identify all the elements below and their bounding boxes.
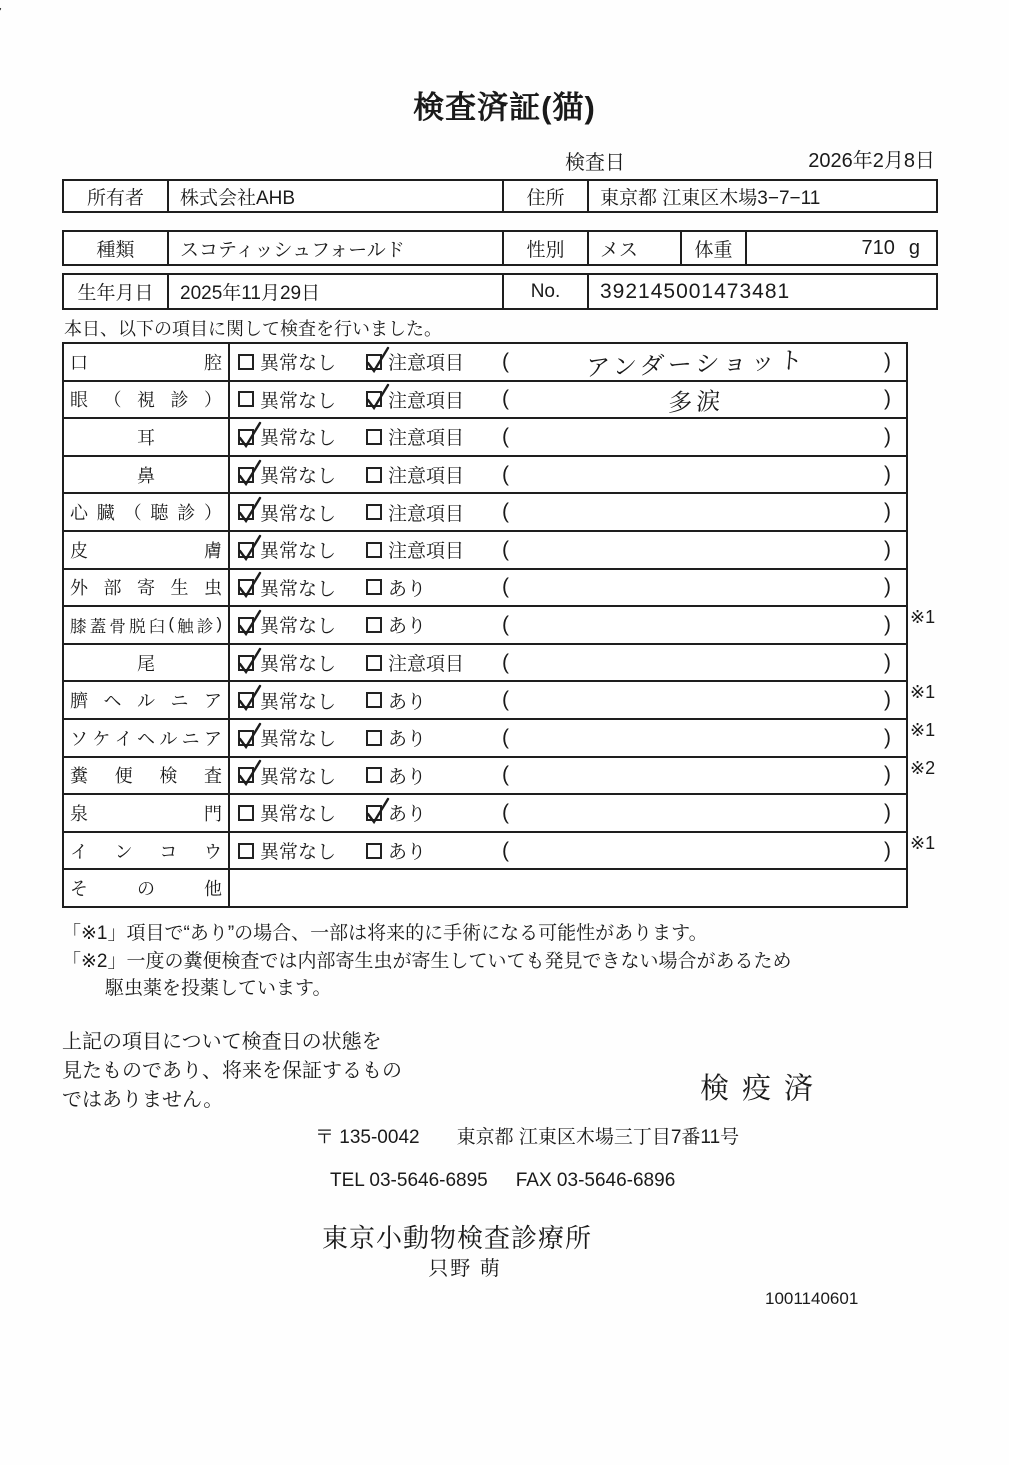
checkbox-attention [366,617,382,633]
handwritten-note: アンダーショット [584,347,808,383]
checklist-item-label [64,570,230,606]
checklist-row [64,868,906,906]
reference-mark: ※1 [910,607,936,628]
option-no-abnormality-label: 異常なし [260,503,337,525]
label-char: 寄 [137,578,155,599]
label-char: 門 [204,803,222,824]
label-char: 眼 [70,390,88,411]
address-label: 住所 [502,181,587,211]
label-char: ) [216,615,222,634]
handwritten-checkmark-icon [237,532,263,566]
breed-value: スコティッシュフォールド [167,232,502,264]
paren-close: ) [884,763,891,787]
checkbox-attention [366,542,382,558]
checklist-row-content [230,645,906,681]
reference-mark: ※1 [910,832,936,853]
handwritten-note [509,844,884,857]
checklist-item-label [64,532,230,568]
disclaimer-text [62,1028,402,1115]
handwritten-note [509,506,884,519]
label-char: ア [203,728,222,749]
option-attention-label: あり [388,766,427,788]
handwritten-checkmark-icon [237,607,263,641]
weight-unit: g [908,236,920,259]
paren-open: ( [502,650,509,674]
checklist-row-content [230,570,906,606]
checkbox-no-abnormality [238,429,254,445]
label-char: 生 [170,578,189,599]
disclaimer-line-2: 見たものであり、将来を保証するもの [62,1060,402,1082]
paren-open: ( [502,500,509,524]
label-char: 心 [70,503,88,524]
option-no-abnormality-label: 異常なし [260,654,337,676]
label-char: ル [137,691,155,712]
disclaimer-line-3: ではありません。 [62,1089,224,1111]
handwritten-checkmark-icon [365,344,391,378]
checkbox-no-abnormality [238,391,254,407]
checklist-item-label [64,607,230,643]
handwritten-checkmark-icon [365,381,391,415]
option-attention-label: あり [388,578,427,600]
handwritten-note [509,769,884,782]
checkbox-no-abnormality [238,542,254,558]
handwritten-checkmark-icon [237,757,263,791]
checkbox-attention [366,692,382,708]
option-no-abnormality-label: 異常なし [260,578,337,600]
label-char: イ [114,728,133,749]
label-char: 査 [203,766,222,787]
handwritten-note [509,430,884,443]
quarantine-passed-stamp: 検疫済 [700,1073,827,1105]
paren-close: ) [884,612,891,636]
label-char: 蓋 [89,617,107,636]
checklist-row [64,417,906,455]
paren-open: ( [502,838,509,862]
intro-sentence: 本日、以下の項目に関して検査を行いました。 [64,319,442,339]
checklist-item-label [64,457,230,493]
paren-open: ( [502,800,509,824]
label-char: コ [159,841,178,862]
option-no-abnormality-label: 異常なし [260,390,337,412]
checkbox-no-abnormality [238,692,254,708]
checkbox-no-abnormality [238,354,254,370]
handwritten-checkmark-icon [237,720,263,754]
document-serial-number: 1001140601 [765,1289,859,1308]
examination-checklist-table [62,342,936,908]
checklist-item-label [64,795,230,831]
checkbox-attention [366,655,382,671]
owner-name: 株式会社AHB [167,181,502,211]
paren-close: ) [884,650,891,674]
handwritten-note [509,656,884,669]
checklist-row [64,718,936,756]
breed-label: 種類 [96,239,135,261]
weight-cell [745,232,936,264]
paren-close: ) [884,424,891,448]
label-char: 視 [137,390,155,411]
footnote-2: 「※2」一度の糞便検査では内部寄生虫が寄生していても発見できない場合があるため [62,951,792,972]
checkbox-no-abnormality [238,579,254,595]
label-char: 診 [170,390,189,411]
label-char: 鼻 [137,465,155,486]
checkbox-no-abnormality [238,467,254,483]
option-no-abnormality-label: 異常なし [260,541,337,563]
label-char: ヘ [136,728,155,749]
handwritten-checkmark-icon [365,795,391,829]
handwritten-note: 多涙 [667,387,726,417]
checklist-row-content [230,607,906,643]
option-no-abnormality-label: 異常なし [260,466,337,488]
checkbox-no-abnormality [238,504,254,520]
option-attention-label: 注意項目 [388,466,465,488]
checkbox-no-abnormality [238,767,254,783]
checklist-item-label [64,833,230,869]
option-no-abnormality-label: 異常なし [260,729,337,751]
checklist-row-content [230,532,906,568]
label-char: 腔 [204,352,222,373]
label-char: 耳 [137,427,155,448]
checklist-item-label [64,720,230,756]
paren-open: ( [502,612,509,636]
checkbox-attention [366,843,382,859]
label-char: 脱 [129,617,146,636]
footnote-1: 「※1」項目で“あり”の場合、一部は将来的に手術になる可能性があります。 [62,923,708,944]
handwritten-checkmark-icon [237,645,263,679]
paren-open: ( [502,575,509,599]
reference-mark: ※2 [910,757,936,778]
label-char: 糞 [70,766,88,787]
option-no-abnormality-label: 異常なし [260,804,337,826]
checkbox-attention [366,354,382,370]
handwritten-note [509,581,884,594]
birthdate-label: 生年月日 [77,283,154,304]
label-char: 聴 [150,503,169,524]
label-char: イ [70,841,88,862]
option-no-abnormality-label: 異常なし [260,691,337,713]
paren-open: ( [502,349,509,373]
paren-close: ) [884,349,891,373]
handwritten-note [509,543,884,556]
checklist-row [64,455,906,493]
handwritten-checkmark-icon [237,682,263,716]
label-char: そ [70,879,88,900]
label-char: 診 [177,503,196,524]
label-char: ( [168,615,174,634]
label-char: ケ [92,728,111,749]
label-char: ウ [203,841,222,862]
handwritten-note [509,618,884,631]
label-char: ヘ [103,691,122,712]
checkbox-attention [366,504,382,520]
checklist-row-content [230,494,906,530]
label-char: の [137,879,155,900]
pet-info-table [62,230,938,266]
reference-mark: ※1 [910,682,936,703]
checklist-row-content [230,720,906,756]
checklist-item-label [64,494,230,530]
option-attention-label: 注意項目 [388,541,465,563]
label-char: ） [204,390,222,411]
page-title: 検査済証(猫) [413,90,596,125]
label-char: 臓 [96,503,115,524]
birthdate-table [62,273,938,310]
owner-label: 所有者 [86,187,144,209]
label-char: 外 [70,578,88,599]
paren-close: ) [884,500,891,524]
option-no-abnormality-label: 異常なし [260,842,337,864]
weight-label: 体重 [680,232,745,264]
handwritten-checkmark-icon [237,494,263,528]
weight-value: 710 [861,236,895,259]
checklist-row [64,530,906,568]
paren-open: ( [502,537,509,561]
checkbox-no-abnormality [238,805,254,821]
checklist-row [64,605,936,643]
label-char: 便 [114,766,133,787]
paren-open: ( [502,424,509,448]
checklist-row [64,680,936,718]
option-attention-label: あり [388,842,427,864]
option-no-abnormality-label: 異常なし [260,353,337,375]
paren-open: ( [502,688,509,712]
checklist-item-label [64,344,230,380]
option-attention-label: 注意項目 [388,353,465,375]
disclaimer-line-1: 上記の項目について検査日の状態を [62,1031,382,1053]
label-char: 触 [177,617,194,636]
clinic-name: 東京小動物検査診療所 [322,1223,593,1253]
label-char: 骨 [109,617,126,636]
label-char: ニ [170,691,189,712]
clinic-phone-line [330,1170,675,1192]
label-char: 虫 [204,578,222,599]
label-char: 泉 [70,803,88,824]
checkbox-attention [366,467,382,483]
handwritten-checkmark-icon [237,419,263,453]
paren-open: ( [502,725,509,749]
paren-close: ) [884,725,891,749]
checklist-row-content [230,344,906,383]
checkbox-no-abnormality [238,730,254,746]
clinic-street-address: 東京都 江東区木場三丁目7番11号 [456,1127,740,1148]
checklist-row [64,492,906,530]
checkbox-attention [366,730,382,746]
registration-no-value: 392145001473481 [587,275,936,308]
option-no-abnormality-label: 異常なし [260,766,337,788]
label-char: ） [203,503,222,524]
checkbox-no-abnormality [238,617,254,633]
label-char: 尾 [137,653,155,674]
address-value: 東京都 江東区木場3−7−11 [587,181,936,211]
option-no-abnormality-label: 異常なし [260,616,337,638]
label-char: 膝 [70,617,87,636]
option-attention-label: あり [388,804,427,826]
label-char: 臍 [70,691,88,712]
reference-mark: ※1 [910,719,936,740]
paren-close: ) [884,462,891,486]
label-char: 臼 [148,617,166,636]
checkbox-attention [366,391,382,407]
checklist-row [64,793,906,831]
handwritten-checkmark-icon [237,457,263,491]
postal-code: 〒 135-0042 [315,1127,420,1148]
checkbox-attention [366,579,382,595]
paren-close: ) [884,838,891,862]
owner-table [62,179,938,213]
paren-open: ( [502,763,509,787]
option-attention-label: 注意項目 [388,503,465,525]
clinic-address-line [315,1122,739,1149]
registration-no-label: No. [502,275,587,308]
paren-close: ) [884,575,891,599]
checklist-row [64,380,906,418]
checklist-item-label [64,645,230,681]
paren-close: ) [884,537,891,561]
label-char: 膚 [204,540,222,561]
sex-label: 性別 [502,232,587,264]
checkbox-attention [366,429,382,445]
label-char: 皮 [70,540,88,561]
label-char: （ [123,503,142,524]
option-no-abnormality-label: 異常なし [260,428,337,450]
checklist-item-label [64,870,230,906]
label-char: ソ [70,728,88,749]
option-attention-label: あり [388,616,427,638]
checklist-row-content [230,833,906,869]
handwritten-checkmark-icon [237,569,263,603]
handwritten-note [509,468,884,481]
inspection-date-value: 2026年2月8日 [808,150,935,172]
option-attention-label: 注意項目 [388,390,465,412]
checklist-item-label [64,682,230,718]
checklist-item-label [64,419,230,455]
label-char: 検 [159,766,178,787]
label-char: ン [114,841,133,862]
handwritten-note [509,694,884,707]
checkbox-no-abnormality [238,655,254,671]
label-char: 診 [196,617,214,636]
option-attention-label: あり [388,691,427,713]
paren-close: ) [884,387,891,411]
checklist-row [64,568,906,606]
checklist-row-content [230,870,906,906]
paren-close: ) [884,688,891,712]
checklist-row [64,831,936,869]
checkbox-no-abnormality [238,843,254,859]
footnote-2-continued: 駆虫薬を投薬しています。 [105,978,332,999]
option-attention-label: 注意項目 [388,654,465,676]
checklist-row-content [230,682,906,718]
checklist-row [64,756,936,794]
checklist-row-content [230,419,906,455]
checkbox-attention [366,767,382,783]
paren-open: ( [502,387,509,411]
checklist-row-content [230,457,906,493]
label-char: ル [159,728,178,749]
checklist-item-label [64,758,230,794]
checklist-row-content [230,795,906,831]
option-attention-label: 注意項目 [388,428,465,450]
label-char: （ [103,390,122,411]
checklist-row [64,643,906,681]
birthdate-value: 2025年11月29日 [167,275,502,308]
paren-close: ) [884,800,891,824]
telephone-number: TEL 03-5646-6895 [330,1170,488,1191]
fax-number: FAX 03-5646-6896 [515,1170,676,1191]
checklist-row [64,344,906,383]
examiner-name: 只野 萌 [428,1258,502,1280]
inspection-date-label: 検査日 [565,152,625,174]
paren-open: ( [502,462,509,486]
checklist-row-content [230,758,906,794]
scan-artifact-mark [0,6,1,34]
label-char: ニ [181,728,200,749]
label-char: 部 [103,578,122,599]
checklist-item-label [64,382,230,418]
checklist-row-content [230,382,906,418]
handwritten-note [509,731,884,744]
label-char: 他 [204,879,222,900]
checkbox-attention [366,805,382,821]
sex-value: メス [587,232,680,264]
handwritten-note [509,806,884,819]
label-char: ア [204,691,222,712]
option-attention-label: あり [388,729,427,751]
label-char: 口 [70,352,88,373]
